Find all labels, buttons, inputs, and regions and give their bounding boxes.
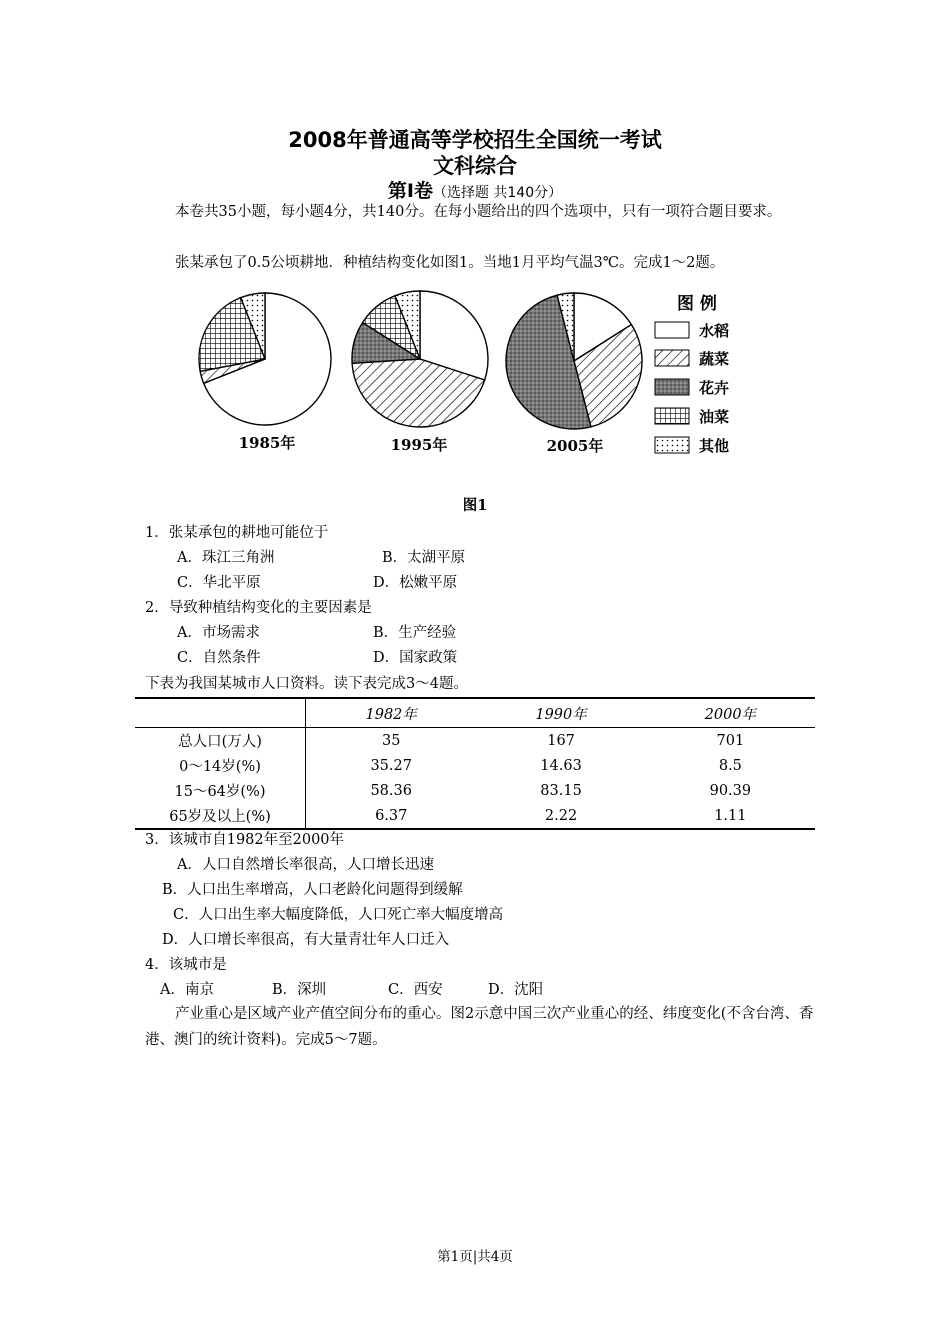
table-row: [135, 753, 815, 778]
q1-option-d: D．松嫩平原: [373, 575, 458, 591]
table-header-cell: 1982年: [306, 698, 477, 728]
q3-option-b: B．人口出生率增高，人口老龄化问题得到缓解: [162, 882, 463, 898]
legend-swatch-rice: [655, 322, 689, 338]
legend-label-rapeseed: 油菜: [699, 408, 730, 426]
legend-swatch-other: [655, 437, 689, 453]
q4-option-a: A．南京: [160, 982, 214, 998]
q2-option-c: C．自然条件: [177, 650, 261, 666]
table-cell: 90.39: [709, 782, 752, 799]
table-header-cell: [135, 698, 306, 728]
table-cell: 58.36: [370, 782, 412, 799]
legend-label-vegetable: 蔬菜: [699, 350, 730, 368]
pie-label-1995: 1995年: [390, 436, 448, 454]
q4-option-b: B．深圳: [272, 982, 327, 998]
table-cell: 6.37: [375, 807, 408, 824]
q3-option-a: A．人口自然增长率很高，人口增长迅速: [177, 857, 434, 873]
table-cell: 1.11: [714, 807, 747, 824]
q4-option-d: D．沈阳: [488, 982, 544, 998]
table-cell: 15～64岁(%): [135, 778, 306, 803]
q3-stem: 3．该城市自1982年至2000年: [145, 832, 345, 848]
exam-subtitle: 文科综合: [433, 154, 517, 178]
table-row: [135, 803, 815, 829]
table-cell: 总人口(万人): [135, 728, 306, 754]
table-header-row: [135, 698, 815, 728]
population-table: [135, 697, 815, 830]
table-cell: 2.22: [544, 807, 578, 824]
legend-swatch-rapeseed: [655, 408, 689, 424]
section-note: （选择题 共140分）: [432, 185, 563, 201]
page-footer: 第1页|共4页: [437, 1249, 513, 1265]
figure-1-pies: [190, 288, 750, 468]
figure-caption: 图1: [462, 497, 488, 514]
q1-option-a: A．珠江三角洲: [177, 550, 275, 566]
table-cell: 35.27: [370, 757, 412, 774]
q3-option-d: D．人口增长率很高，有大量青壮年人口迁入: [162, 932, 450, 948]
table-row: [135, 728, 815, 754]
exam-title: 2008年普通高等学校招生全国统一考试: [288, 128, 662, 152]
q1-option-c: C．华北平原: [177, 575, 261, 591]
q4-option-c: C．西安: [388, 982, 443, 998]
intro-q3-4: 下表为我国某城市人口资料。读下表完成3～4题。: [145, 676, 468, 692]
table-cell: 14.63: [540, 757, 582, 774]
table-cell: 701: [716, 732, 745, 749]
legend-title: 图 例: [677, 294, 717, 314]
table-cell: 83.15: [540, 782, 582, 799]
q2-option-d: D．国家政策: [373, 650, 458, 666]
q4-stem: 4．该城市是: [145, 957, 227, 973]
table-cell: 167: [547, 732, 575, 749]
table-cell: 8.5: [718, 757, 742, 774]
legend-swatch-flower: [655, 379, 689, 395]
pie-label-1985: 1985年: [238, 434, 296, 452]
legend-label-flower: 花卉: [699, 379, 730, 397]
table-row: [135, 778, 815, 803]
table-cell: 35: [381, 732, 401, 749]
q1-option-b: B．太湖平原: [382, 550, 466, 566]
table-cell: 0～14岁(%): [135, 753, 306, 778]
q2-option-a: A．市场需求: [177, 625, 260, 641]
q2-stem: 2．导致种植结构变化的主要因素是: [145, 600, 372, 616]
table-header-cell: 1990年: [476, 698, 645, 728]
legend-label-rice: 水稻: [699, 322, 730, 340]
q3-option-c: C．人口出生率大幅度降低，人口死亡率大幅度增高: [173, 907, 504, 923]
legend-swatch-vegetable: [655, 350, 689, 366]
intro-q5-7: 产业重心是区域产业产值空间分布的重心。图2示意中国三次产业重心的经、纬度变化(不含台湾、香港、澳门的统计资料)。完成5～7题。: [145, 1006, 814, 1048]
q1-stem: 1．张某承包的耕地可能位于: [145, 525, 329, 541]
section-label: 第Ⅰ卷: [387, 180, 433, 202]
legend-label-other: 其他: [699, 437, 730, 455]
q2-option-b: B．生产经验: [373, 625, 457, 641]
pie-label-2005: 2005年: [546, 437, 604, 455]
intro-q1-2: 张某承包了0.5公顷耕地．种植结构变化如图1。当地1月平均气温3℃。完成1～2题。: [175, 255, 725, 271]
table-cell: 65岁及以上(%): [135, 803, 306, 829]
table-header-cell: 2000年: [646, 698, 815, 728]
instructions: 本卷共35小题，每小题4分，共140分。在每小题给出的四个选项中，只有一项符合题目要求。: [175, 204, 782, 220]
